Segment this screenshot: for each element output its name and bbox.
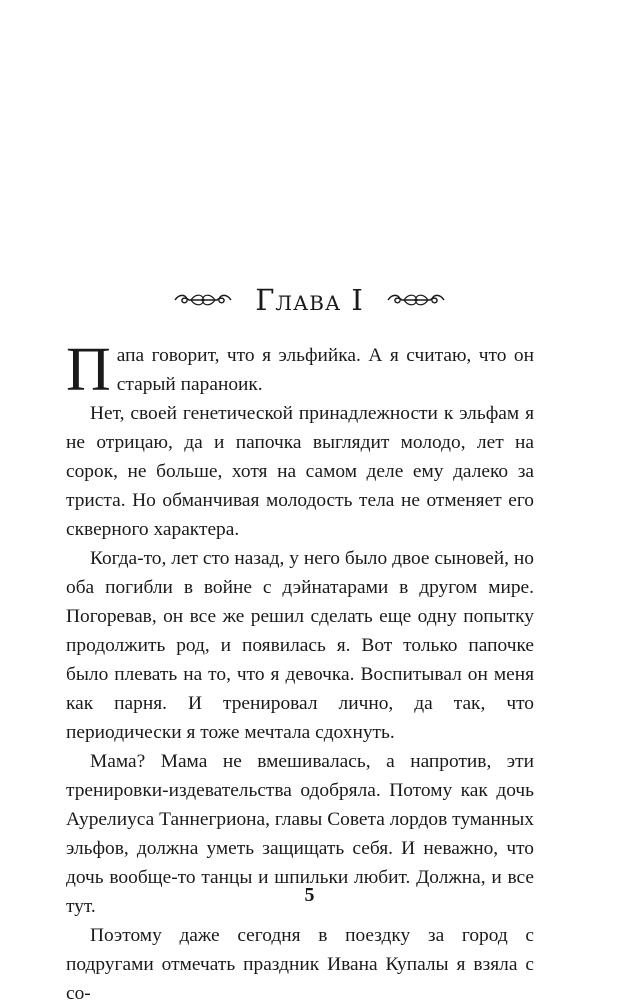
body-text [66, 336, 534, 1008]
paragraph-4: Мама? Мама не вмешивалась, а напротив, эти тренировки-издевательства одобряла. Потому как дочь Аурелиуса Таннегриона, главы Совета лордов туманных эльфов, должна уметь защищать себя. И неважно, что дочь вообще-то танцы и шпильки любит. Должна, и все тут. [66, 751, 534, 917]
paragraph-1-text: апа говорит, что я эльфийка. А я считаю, что он старый параноик. [116, 345, 534, 395]
chapter-heading [0, 280, 619, 320]
paragraph-1 [66, 336, 534, 404]
drop-cap: П [66, 336, 111, 404]
chapter-title: Глава I [255, 283, 364, 317]
paragraph-3: Когда-то, лет сто назад, у него было двое сыновей, но оба погибли в войне с дэйнатарами в другом мире. Погоревав, он все же решил сделать еще одну попытку продолжить род, и появилась я. Вот только папочке было плевать на то, что я девочка. Воспитывал он меня как парня. И тренировал лично, да так, что периодически я тоже мечтала сдохнуть. [66, 548, 534, 743]
paragraph-5: Поэтому даже сегодня в поездку за город с подругами отмечать праздник Ивана Купалы я взяла с со- [66, 925, 534, 1004]
right-ornament-icon [386, 290, 446, 310]
left-ornament-icon [173, 290, 233, 310]
page-number: 5 [304, 884, 315, 906]
paragraph-2: Нет, своей генетической принадлежности к эльфам я не отрицаю, да и папочка выглядит молодо, лет на сорок, не больше, хотя на самом деле ему далеко за триста. Но обманчивая молодость тела не отменяет его скверного характера. [66, 403, 534, 540]
